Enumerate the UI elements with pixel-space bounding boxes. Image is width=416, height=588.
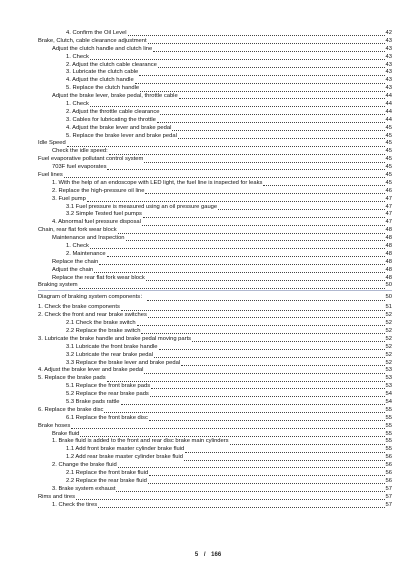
- toc-entry[interactable]: [38, 30, 392, 38]
- toc-entry-page: 43: [385, 77, 392, 84]
- toc-entry-title: 3. Lubricate the brake handle and brake pedal moving parts: [38, 335, 192, 342]
- toc-entry-page: 57: [385, 501, 392, 508]
- toc-entry[interactable]: [38, 494, 392, 502]
- toc-entry-page: 45: [385, 172, 392, 179]
- toc-entry-title: Rims and tires: [38, 493, 76, 500]
- dot-leader: [263, 185, 384, 186]
- toc-entry-page: 43: [385, 85, 392, 92]
- toc-entry-title: 3. Fuel pump: [52, 195, 86, 202]
- toc-entry-title: Adjust the brake lever, brake pedal, throttle cable: [52, 93, 178, 100]
- toc-entry[interactable]: [38, 462, 392, 470]
- dot-leader: [178, 138, 385, 139]
- toc-entry-title: 1. Check the brake components: [38, 304, 120, 311]
- dot-leader: [126, 240, 385, 241]
- toc-entry-title: 3.3 Replace the brake lever and brake pedal: [66, 359, 181, 366]
- dot-leader: [154, 357, 385, 358]
- toc-entry[interactable]: [38, 180, 392, 188]
- toc-entry-page: 52: [385, 312, 392, 319]
- toc-entry-page: 52: [385, 327, 392, 334]
- toc-entry[interactable]: [38, 54, 392, 62]
- toc-entry-page: 43: [385, 61, 392, 68]
- dot-leader: [107, 381, 385, 382]
- toc-entry-page: 44: [385, 116, 392, 123]
- toc-entry-title: 2.2 Replace the brake switch: [66, 327, 141, 334]
- dot-leader: [107, 169, 384, 170]
- toc-entry[interactable]: [38, 360, 392, 368]
- toc-entry[interactable]: [38, 486, 392, 494]
- toc-entry-page: 52: [385, 351, 392, 358]
- dot-leader: [107, 256, 385, 257]
- toc-entry-title: 4. Adjust the brake lever and brake pedal: [38, 367, 144, 374]
- toc-entry-title: 4. Confirm the Oil Level: [66, 29, 127, 36]
- toc-entry-title: 4. Abnormal fuel pressure disposal: [52, 219, 141, 226]
- toc-entry[interactable]: [38, 478, 392, 486]
- total-page-count: 166: [211, 552, 222, 558]
- toc-entry-page: 53: [385, 367, 392, 374]
- toc-entry-page: 52: [385, 359, 392, 366]
- dot-leader: [160, 114, 384, 115]
- toc-entry-page: 48: [385, 250, 392, 257]
- toc-entry[interactable]: [38, 204, 392, 212]
- toc-entry[interactable]: [38, 62, 392, 70]
- toc-entry-title: 3.2 Simple Tested fuel pumps: [66, 211, 142, 218]
- dot-leader: [145, 193, 384, 194]
- toc-entry[interactable]: [38, 454, 392, 462]
- toc-entry-title: 2. Adjust the clutch cable clearance: [66, 61, 157, 68]
- toc-entry[interactable]: [38, 243, 392, 251]
- toc-entry-title: 5.3 Brake pads rattle: [66, 398, 120, 405]
- dot-leader: [121, 404, 385, 405]
- toc-entry-title: Adjust the chain: [52, 266, 94, 273]
- toc-entry-title: 3. Cables for lubricating the throttle: [66, 116, 156, 123]
- toc-entry[interactable]: [38, 470, 392, 478]
- toc-entry-page: 48: [385, 227, 392, 234]
- toc-entry-title: 5. Replace the clutch handle: [66, 85, 140, 92]
- toc-entry-title: Brake, Clutch, cable clearance adjustment: [38, 37, 147, 44]
- dot-leader: [181, 365, 384, 366]
- dot-leader: [90, 59, 385, 60]
- dot-leader: [116, 491, 384, 492]
- toc-entry-title: 703F fuel evaporates: [52, 164, 107, 171]
- dot-leader: [140, 91, 384, 92]
- toc-entry[interactable]: [38, 251, 392, 259]
- dot-leader: [76, 499, 385, 500]
- toc-entry[interactable]: [38, 125, 392, 133]
- toc-entry[interactable]: [38, 46, 392, 54]
- toc-entry[interactable]: [38, 304, 392, 312]
- toc-entry-title: 5. Replace the brake pads: [38, 375, 106, 382]
- toc-entry-page: 44: [385, 108, 392, 115]
- toc-entry[interactable]: [38, 235, 392, 243]
- toc-entry[interactable]: [38, 259, 392, 267]
- toc-entry-title: 2. Replace the high-pressure oil line: [52, 187, 145, 194]
- dot-leader: [67, 146, 385, 147]
- dot-leader: [90, 106, 385, 107]
- dot-leader: [104, 412, 384, 413]
- toc-entry-title: 2. Adjust the throttle cable clearance: [66, 108, 160, 115]
- toc-entry[interactable]: [38, 275, 392, 283]
- toc-entry-page: 45: [385, 164, 392, 171]
- toc-entry-page: 51: [385, 304, 392, 311]
- toc-entry-title: Replace the rear flat fork wear block: [52, 274, 145, 281]
- toc-entry[interactable]: [38, 502, 392, 510]
- toc-entry[interactable]: [38, 117, 392, 125]
- dot-leader: [146, 280, 385, 281]
- toc-entry[interactable]: [38, 312, 392, 320]
- toc-entry-title: 5.1 Replace the front brake pads: [66, 383, 151, 390]
- toc-entry-page: 44: [385, 93, 392, 100]
- toc-entry[interactable]: [38, 352, 392, 360]
- toc-entry-title: 1.2 Add rear brake master cylinder brake fluid: [66, 454, 183, 461]
- toc-entry-title: Idle Speed: [38, 140, 66, 147]
- dot-leader: [157, 122, 385, 123]
- toc-entry-page: 56: [385, 454, 392, 461]
- toc-entry-title: 3.1 Fuel pressure is measured using an oil pressure gauge: [66, 203, 218, 210]
- toc-entry-page: 48: [385, 266, 392, 273]
- toc-entry[interactable]: [38, 423, 392, 431]
- toc-entry-title: Fuel lines: [38, 172, 63, 179]
- toc-entry-title: 6.1 Replace the front brake disc: [66, 414, 148, 421]
- toc-entry-page: 43: [385, 69, 392, 76]
- toc-entry[interactable]: [38, 294, 392, 302]
- toc-entry[interactable]: [38, 383, 392, 391]
- toc-entry[interactable]: [38, 93, 392, 101]
- toc-entry[interactable]: [38, 399, 392, 407]
- toc-entry[interactable]: [38, 133, 392, 141]
- toc-entry-page: 50: [385, 294, 392, 301]
- toc-entry-title: 2.2 Replace the rear brake fluid: [66, 477, 147, 484]
- toc-entry-title: 1.1 Add front brake master cylinder brake fluid: [66, 446, 185, 453]
- toc-entry-title: Maintenance and Inspection: [52, 235, 125, 242]
- toc-entry-page: 53: [385, 383, 392, 390]
- dot-leader: [128, 35, 385, 36]
- toc-entry-title: 2.1 Replace the front brake fluid: [66, 469, 149, 476]
- toc-entry-title: Brake hoses: [38, 422, 71, 429]
- dot-leader: [121, 310, 385, 311]
- toc-entry[interactable]: [38, 431, 392, 439]
- toc-entry[interactable]: [38, 109, 392, 117]
- toc-entry-page: 46: [385, 187, 392, 194]
- toc-entry-title: 1. Check the tires: [52, 501, 98, 508]
- toc-entry[interactable]: [38, 446, 392, 454]
- toc-entry[interactable]: [38, 320, 392, 328]
- dot-leader: [118, 467, 385, 468]
- toc-entry-title: 2. Change the brake fluid: [52, 462, 117, 469]
- dot-leader: [142, 225, 385, 226]
- dot-leader: [144, 162, 384, 163]
- toc-entry-page: 52: [385, 335, 392, 342]
- toc-entry-title: 3.1 Lubricate the front brake handle: [66, 343, 158, 350]
- dot-leader: [148, 43, 385, 44]
- dot-leader: [218, 209, 384, 210]
- toc-entry-page: 48: [385, 274, 392, 281]
- toc-entry[interactable]: [38, 196, 392, 204]
- toc-entry-page: 54: [385, 398, 392, 405]
- toc-entry-title: 1. Check: [66, 53, 89, 60]
- toc-entry[interactable]: [38, 85, 392, 93]
- dot-leader: [148, 483, 385, 484]
- toc-entry-title: Fuel evaporative pollutant control system: [38, 156, 144, 163]
- toc-entry-page: 55: [385, 414, 392, 421]
- dot-leader: [109, 154, 385, 155]
- dot-leader: [149, 475, 384, 476]
- toc-entry-page: 57: [385, 493, 392, 500]
- dot-leader: [179, 98, 385, 99]
- dot-leader: [79, 288, 385, 289]
- toc-entry-page: 50: [385, 282, 392, 289]
- table-of-contents: [38, 30, 392, 509]
- toc-entry-page: 47: [385, 203, 392, 210]
- toc-entry-title: 3. Lubricate the clutch cable: [66, 69, 139, 76]
- toc-entry-page: 43: [385, 53, 392, 60]
- dot-leader: [87, 201, 385, 202]
- dot-leader: [80, 436, 384, 437]
- toc-entry-page: 52: [385, 320, 392, 327]
- toc-entry[interactable]: [38, 219, 392, 227]
- toc-entry[interactable]: [38, 188, 392, 196]
- page-separator: /: [203, 552, 206, 558]
- toc-entry-page: 43: [385, 45, 392, 52]
- toc-entry[interactable]: [38, 227, 392, 235]
- toc-entry-title: 2.1 Check the brake switch: [66, 320, 136, 327]
- toc-entry-page: 57: [385, 485, 392, 492]
- toc-entry-page: 45: [385, 148, 392, 155]
- toc-entry-page: 55: [385, 438, 392, 445]
- toc-entry-page: 56: [385, 469, 392, 476]
- dot-leader: [94, 272, 384, 273]
- dot-leader: [118, 233, 385, 234]
- toc-entry-title: 4. Adjust the clutch handle: [66, 77, 134, 84]
- toc-entry-title: 1. Brake fluid is added to the front and rear disc brake main cylinders: [52, 438, 229, 445]
- dot-leader: [147, 300, 385, 301]
- toc-entry[interactable]: [38, 156, 392, 164]
- toc-entry-page: 42: [385, 29, 392, 36]
- toc-entry-title: 2. Check the front and rear brake switches: [38, 312, 147, 319]
- dot-leader: [144, 373, 384, 374]
- toc-entry-page: 54: [385, 391, 392, 398]
- toc-entry[interactable]: [38, 69, 392, 77]
- dot-leader: [141, 333, 384, 334]
- toc-entry-title: Adjust the clutch handle and clutch line: [52, 45, 153, 52]
- toc-entry-title: 1. Check: [66, 101, 89, 107]
- toc-entry-title: Replace the chain: [52, 258, 99, 265]
- dot-leader: [71, 428, 384, 429]
- dot-leader: [158, 67, 385, 68]
- toc-entry-page: 43: [385, 37, 392, 44]
- dot-leader: [148, 317, 385, 318]
- toc-entry-title: 6. Replace the brake disc: [38, 406, 104, 413]
- toc-entry-page: 48: [385, 235, 392, 242]
- toc-entry-page: 47: [385, 195, 392, 202]
- dot-leader: [98, 507, 384, 508]
- toc-entry-page: 55: [385, 430, 392, 437]
- toc-entry[interactable]: [38, 148, 392, 156]
- dot-leader: [172, 130, 384, 131]
- dot-leader: [139, 75, 384, 76]
- toc-entry-page: 45: [385, 156, 392, 163]
- toc-entry[interactable]: [38, 267, 392, 275]
- toc-entry-title: 3.2 Lubricate the rear brake pedal: [66, 351, 154, 358]
- toc-entry-title: 2. Maintenance: [66, 250, 106, 257]
- dot-leader: [149, 420, 385, 421]
- dot-leader: [151, 388, 384, 389]
- toc-entry-title: 5. Replace the brake lever and brake pedal: [66, 132, 177, 139]
- toc-entry-page: 53: [385, 375, 392, 382]
- toc-entry-page: 56: [385, 462, 392, 469]
- toc-entry-title: 3. Brake system exhaust: [52, 485, 116, 492]
- toc-entry-page: 45: [385, 132, 392, 139]
- toc-entry-page: 48: [385, 243, 392, 250]
- toc-entry-page: 45: [385, 140, 392, 147]
- dot-leader: [137, 325, 385, 326]
- toc-entry-page: 55: [385, 406, 392, 413]
- toc-entry[interactable]: [38, 164, 392, 172]
- page-footer: [0, 552, 416, 558]
- toc-entry[interactable]: [38, 407, 392, 415]
- toc-entry-title: Chain, rear flat fork wear block: [38, 227, 117, 234]
- toc-entry[interactable]: [38, 367, 392, 375]
- toc-entry-title: Check the idle speed:: [52, 148, 108, 155]
- toc-entry[interactable]: [38, 211, 392, 219]
- dot-leader: [230, 444, 385, 445]
- toc-entry-page: 45: [385, 124, 392, 131]
- dot-leader: [64, 177, 385, 178]
- toc-entry-page: 55: [385, 422, 392, 429]
- toc-entry-page: 52: [385, 343, 392, 350]
- dot-leader: [135, 83, 385, 84]
- toc-entry-title: 5.2 Replace the rear brake pads: [66, 391, 149, 398]
- toc-entry-page: 56: [385, 477, 392, 484]
- dot-leader: [90, 248, 385, 249]
- toc-entry-page: 55: [385, 446, 392, 453]
- toc-entry[interactable]: [38, 101, 392, 109]
- toc-entry[interactable]: [38, 375, 392, 383]
- toc-entry[interactable]: [38, 77, 392, 85]
- toc-entry-page: 45: [385, 179, 392, 186]
- toc-entry[interactable]: [38, 438, 392, 446]
- dot-leader: [150, 396, 385, 397]
- dot-leader: [99, 264, 384, 265]
- toc-entry[interactable]: [38, 140, 392, 148]
- toc-entry[interactable]: [38, 283, 392, 292]
- dot-leader: [184, 460, 385, 461]
- toc-entry[interactable]: [38, 172, 392, 180]
- toc-entry[interactable]: [38, 344, 392, 352]
- dot-leader: [192, 341, 384, 342]
- toc-entry[interactable]: [38, 38, 392, 46]
- toc-entry-page: 47: [385, 219, 392, 226]
- toc-entry-title: 4. Adjust the brake lever and brake pedal: [66, 124, 172, 131]
- toc-entry-title: 1. With the help of an endoscope with LED light, the fuel line is inspected for leaks: [52, 179, 263, 186]
- toc-entry-page: 48: [385, 258, 392, 265]
- dot-leader: [143, 217, 385, 218]
- dot-leader: [153, 51, 384, 52]
- toc-entry[interactable]: [38, 336, 392, 344]
- toc-entry[interactable]: [38, 328, 392, 336]
- dot-leader: [185, 452, 384, 453]
- toc-entry[interactable]: [38, 391, 392, 399]
- current-page-number: 5: [194, 552, 199, 558]
- dot-leader: [159, 349, 385, 350]
- toc-entry[interactable]: [38, 415, 392, 423]
- toc-entry-page: 44: [385, 101, 392, 107]
- toc-entry-title: Braking system: [38, 282, 78, 289]
- toc-entry-title: 1. Check: [66, 243, 89, 250]
- toc-entry-page: 47: [385, 211, 392, 218]
- toc-entry-title: Diagram of braking system components：: [38, 294, 146, 301]
- toc-entry-title: Brake fluid: [52, 430, 80, 437]
